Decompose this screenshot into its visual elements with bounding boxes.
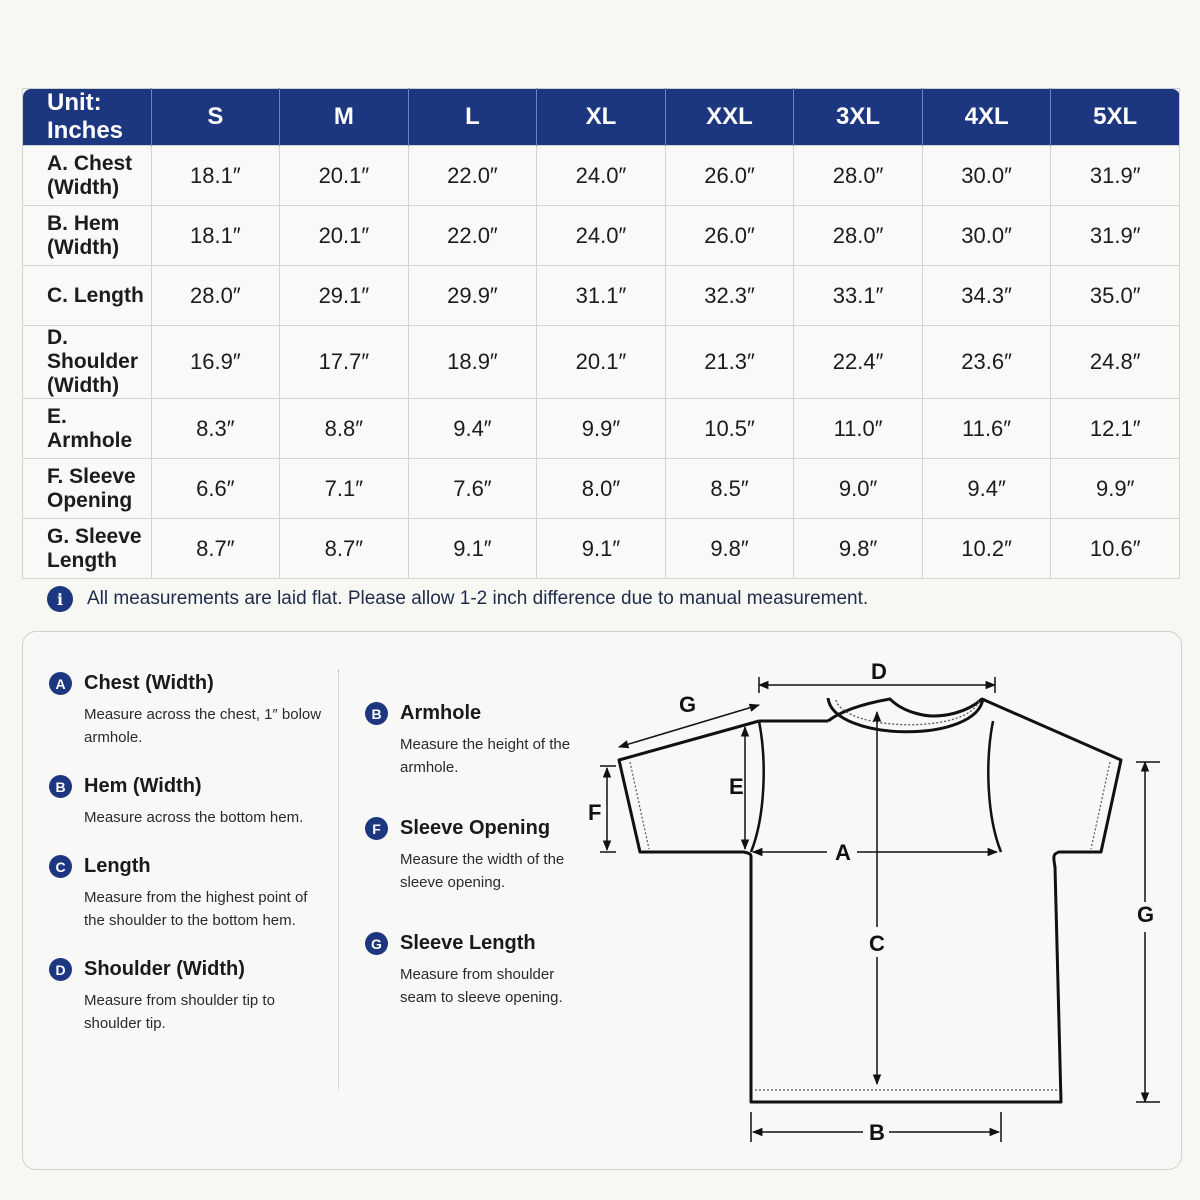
measurement-cell: 10.6″ — [1051, 519, 1180, 579]
row-label: G. Sleeve Length — [23, 519, 152, 579]
guide-item-description: Measure the width of the sleeve opening. — [400, 851, 565, 891]
size-chart-table — [22, 88, 1180, 579]
measurement-cell: 9.8″ — [665, 519, 794, 579]
measurement-cell: 31.9″ — [1051, 206, 1180, 266]
row-label: D. Shoulder (Width) — [23, 326, 152, 399]
measurement-cell: 8.3″ — [151, 399, 280, 459]
measurement-cell: 21.3″ — [665, 326, 794, 399]
measurement-cell: 11.6″ — [922, 399, 1051, 459]
measurement-cell: 30.0″ — [922, 206, 1051, 266]
measurement-cell: 8.7″ — [280, 519, 409, 579]
letter-badge: B — [365, 702, 388, 725]
letter-badge: D — [49, 958, 72, 981]
dimension-label-g-side: G — [1137, 902, 1155, 927]
measurement-cell: 29.9″ — [408, 266, 537, 326]
info-icon: i — [47, 586, 73, 612]
row-label: E. Armhole — [23, 399, 152, 459]
measurement-cell: 26.0″ — [665, 206, 794, 266]
left-sleeve-seam — [751, 721, 764, 852]
measurement-cell: 9.4″ — [408, 399, 537, 459]
measurement-cell: 24.0″ — [537, 146, 666, 206]
guide-item-header — [49, 775, 329, 798]
measurement-cell: 22.0″ — [408, 206, 537, 266]
guide-item — [49, 672, 329, 749]
measurement-cell: 11.0″ — [794, 399, 923, 459]
shirt-outline — [619, 699, 1121, 1102]
size-header: 5XL — [1051, 89, 1180, 146]
measurement-cell: 31.1″ — [537, 266, 666, 326]
guide-item-description: Measure from shoulder tip to shoulder tip. — [84, 992, 275, 1032]
measurement-cell: 17.7″ — [280, 326, 409, 399]
measurement-cell: 12.1″ — [1051, 399, 1180, 459]
measurement-cell: 24.8″ — [1051, 326, 1180, 399]
dimension-label-f: F — [588, 800, 602, 825]
dimension-label-a: A — [835, 840, 851, 865]
guide-item-title: Chest (Width) — [84, 672, 214, 694]
guide-item-description: Measure the height of the armhole. — [400, 736, 571, 776]
measurement-cell: 33.1″ — [794, 266, 923, 326]
measurement-cell: 34.3″ — [922, 266, 1051, 326]
size-header: XXL — [665, 89, 794, 146]
table-row — [23, 459, 1180, 519]
guide-item-title: Hem (Width) — [84, 775, 202, 797]
measurement-cell: 26.0″ — [665, 146, 794, 206]
guide-column-1 — [49, 672, 329, 1061]
row-label: A. Chest (Width) — [23, 146, 152, 206]
dimension-label-d: D — [871, 659, 887, 684]
guide-item-header — [49, 958, 329, 981]
measurement-cell: 9.1″ — [537, 519, 666, 579]
table-row — [23, 326, 1180, 399]
table-row — [23, 399, 1180, 459]
measurement-cell: 8.5″ — [665, 459, 794, 519]
table-row — [23, 266, 1180, 326]
unit-label: Unit: Inches — [23, 89, 152, 146]
table-row — [23, 206, 1180, 266]
measurement-cell: 20.1″ — [537, 326, 666, 399]
table-row — [23, 519, 1180, 579]
measurement-cell: 9.9″ — [537, 399, 666, 459]
measurement-cell: 35.0″ — [1051, 266, 1180, 326]
guide-item-description: Measure across the chest, 1″ bolow armhole. — [84, 706, 322, 746]
row-label: B. Hem (Width) — [23, 206, 152, 266]
measurement-cell: 20.1″ — [280, 206, 409, 266]
measurement-cell: 16.9″ — [151, 326, 280, 399]
size-header: M — [280, 89, 409, 146]
guide-item — [49, 775, 329, 829]
measurement-cell: 9.9″ — [1051, 459, 1180, 519]
letter-badge: F — [365, 817, 388, 840]
measurement-guide-panel — [22, 631, 1182, 1170]
measurement-cell: 18.1″ — [151, 206, 280, 266]
guide-item-description: Measure from the highest point of the shoulder to the bottom hem. — [84, 889, 308, 929]
dimension-label-g-sleeve: G — [679, 692, 697, 717]
measurement-cell: 28.0″ — [794, 206, 923, 266]
t-shirt-diagram — [583, 652, 1173, 1152]
column-divider — [338, 670, 339, 1090]
measurement-cell: 10.2″ — [922, 519, 1051, 579]
measurement-cell: 23.6″ — [922, 326, 1051, 399]
letter-badge: C — [49, 855, 72, 878]
guide-item-header — [49, 672, 329, 695]
measurement-cell: 8.7″ — [151, 519, 280, 579]
measurement-cell: 9.0″ — [794, 459, 923, 519]
guide-item-description: Measure from shoulder seam to sleeve opening. — [400, 966, 563, 1006]
guide-item-title: Armhole — [400, 702, 482, 724]
guide-item-description: Measure across the bottom hem. — [84, 809, 304, 826]
size-header: XL — [537, 89, 666, 146]
guide-item-title: Length — [84, 855, 151, 877]
row-label: C. Length — [23, 266, 152, 326]
letter-badge: G — [365, 932, 388, 955]
guide-item — [365, 702, 575, 779]
guide-item-header — [365, 932, 575, 955]
guide-item-title: Sleeve Length — [400, 932, 536, 954]
measurement-cell: 28.0″ — [794, 146, 923, 206]
measurement-cell: 8.0″ — [537, 459, 666, 519]
size-header: 4XL — [922, 89, 1051, 146]
measurement-cell: 29.1″ — [280, 266, 409, 326]
measurement-cell: 31.9″ — [1051, 146, 1180, 206]
measurement-note — [47, 586, 868, 612]
letter-badge: A — [49, 672, 72, 695]
guide-item — [365, 817, 575, 894]
size-header: 3XL — [794, 89, 923, 146]
letter-badge: B — [49, 775, 72, 798]
measurement-cell: 9.1″ — [408, 519, 537, 579]
measurement-cell: 32.3″ — [665, 266, 794, 326]
measurement-cell: 30.0″ — [922, 146, 1051, 206]
dimension-label-e: E — [729, 774, 744, 799]
guide-item-header — [365, 702, 575, 725]
dimension-label-b: B — [869, 1120, 885, 1145]
size-header: L — [408, 89, 537, 146]
measurement-cell: 7.1″ — [280, 459, 409, 519]
guide-item-title: Shoulder (Width) — [84, 958, 245, 980]
size-header: S — [151, 89, 280, 146]
guide-item — [365, 932, 575, 1009]
measurement-cell: 6.6″ — [151, 459, 280, 519]
guide-item-header — [49, 855, 329, 878]
guide-column-2 — [365, 702, 575, 1047]
measurement-cell: 24.0″ — [537, 206, 666, 266]
table-row — [23, 146, 1180, 206]
measurement-cell: 18.9″ — [408, 326, 537, 399]
measurement-cell: 10.5″ — [665, 399, 794, 459]
measurement-cell: 9.8″ — [794, 519, 923, 579]
guide-item — [49, 958, 329, 1035]
measurement-cell: 20.1″ — [280, 146, 409, 206]
guide-item-header — [365, 817, 575, 840]
note-text: All measurements are laid flat. Please allow 1-2 inch difference due to manual measurement. — [87, 588, 869, 609]
measurement-cell: 22.4″ — [794, 326, 923, 399]
measurement-cell: 22.0″ — [408, 146, 537, 206]
guide-item-title: Sleeve Opening — [400, 817, 551, 839]
table-header-row — [23, 89, 1180, 146]
measurement-cell: 28.0″ — [151, 266, 280, 326]
measurement-cell: 7.6″ — [408, 459, 537, 519]
guide-item — [49, 855, 329, 932]
measurement-cell: 18.1″ — [151, 146, 280, 206]
dimension-label-c: C — [869, 931, 885, 956]
right-sleeve-seam — [988, 721, 1001, 852]
measurement-cell: 8.8″ — [280, 399, 409, 459]
measurement-cell: 9.4″ — [922, 459, 1051, 519]
row-label: F. Sleeve Opening — [23, 459, 152, 519]
